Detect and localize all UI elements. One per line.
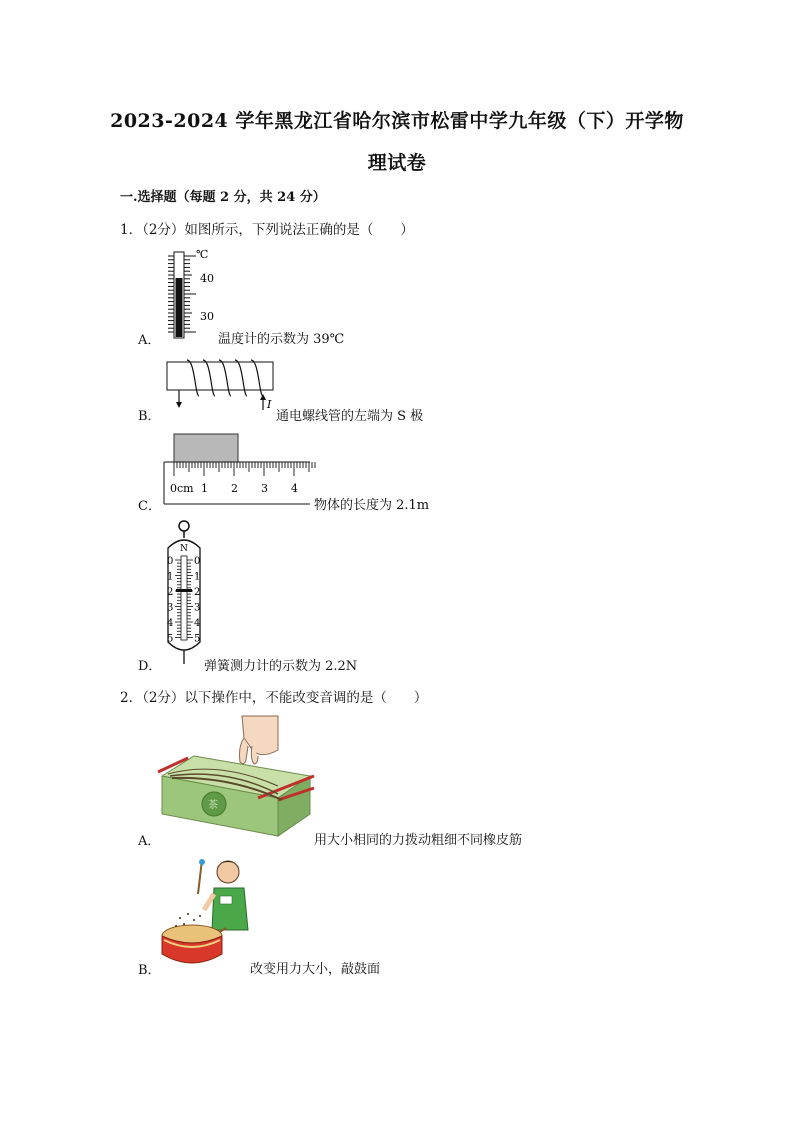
ruler-tick-1: 1 [201, 482, 208, 495]
thermometer-tick-30: 30 [200, 310, 214, 323]
rubber-band-box-picture [158, 716, 316, 840]
thermometer-tick-40: 40 [200, 272, 214, 285]
spring-scale-label-left: 0 [167, 556, 174, 567]
ruler-tick-3: 3 [261, 482, 268, 495]
question-2-stem: 2．（2分）以下操作中，不能改变音调的是（ ） [120, 690, 428, 706]
option-1b-letter: B． [138, 409, 161, 424]
question-1-stem: 1．（2分）如图所示，下列说法正确的是（ ） [120, 222, 414, 238]
option-2b-text: 改变用力大小，敲鼓面 [250, 962, 381, 977]
spring-scale-label-right: 4 [194, 618, 201, 629]
spring-scale-label-right: 3 [194, 602, 201, 614]
option-2b-letter: B． [138, 963, 161, 978]
current-label: I [267, 398, 272, 411]
spring-scale-label-right: 5 [194, 633, 201, 645]
ruler-tick-4: 4 [291, 482, 298, 495]
thermometer-unit: ℃ [196, 248, 209, 261]
spring-scale-label-right: 2 [194, 587, 201, 598]
drum-picture [160, 854, 252, 970]
option-1d-letter: D． [138, 659, 162, 674]
spring-scale-label-left: 1 [167, 571, 174, 583]
ruler-figure [160, 432, 310, 508]
option-1c-text: 物体的长度为 2.1m [314, 498, 430, 513]
option-1a-letter: A． [138, 333, 161, 348]
spring-scale-unit: N [180, 544, 188, 554]
spring-scale-label-right: 0 [194, 556, 201, 567]
option-1b-text: 通电螺线管的左端为 S 极 [276, 409, 424, 424]
option-1c-letter: C． [138, 499, 161, 514]
ruler-tick-2: 2 [231, 482, 238, 495]
option-1d-text: 弹簧测力计的示数为 2.2N [204, 659, 358, 674]
spring-scale-label-right: 1 [194, 571, 201, 583]
spring-scale-label-left: 5 [167, 633, 174, 645]
ruler-tick-0: 0cm [170, 482, 194, 495]
spring-scale-figure [160, 518, 210, 666]
page-title-line2: 理试卷 [367, 152, 427, 174]
svg-text:茶: 茶 [208, 800, 218, 811]
spring-scale-label-left: 2 [167, 587, 174, 598]
option-1a-text: 温度计的示数为 39℃ [218, 332, 345, 347]
option-2a-letter: A． [138, 834, 161, 849]
section-heading: 一.选择题（每题 2 分，共 24 分） [120, 190, 326, 205]
page-title-line1: 2023-2024 学年黑龙江省哈尔滨市松雷中学九年级（下）开学物 [110, 110, 684, 132]
spring-scale-label-left: 4 [167, 618, 174, 629]
solenoid-figure [165, 356, 277, 416]
spring-scale-label-left: 3 [167, 602, 174, 614]
option-2a-text: 用大小相同的力拨动粗细不同橡皮筋 [314, 833, 523, 848]
